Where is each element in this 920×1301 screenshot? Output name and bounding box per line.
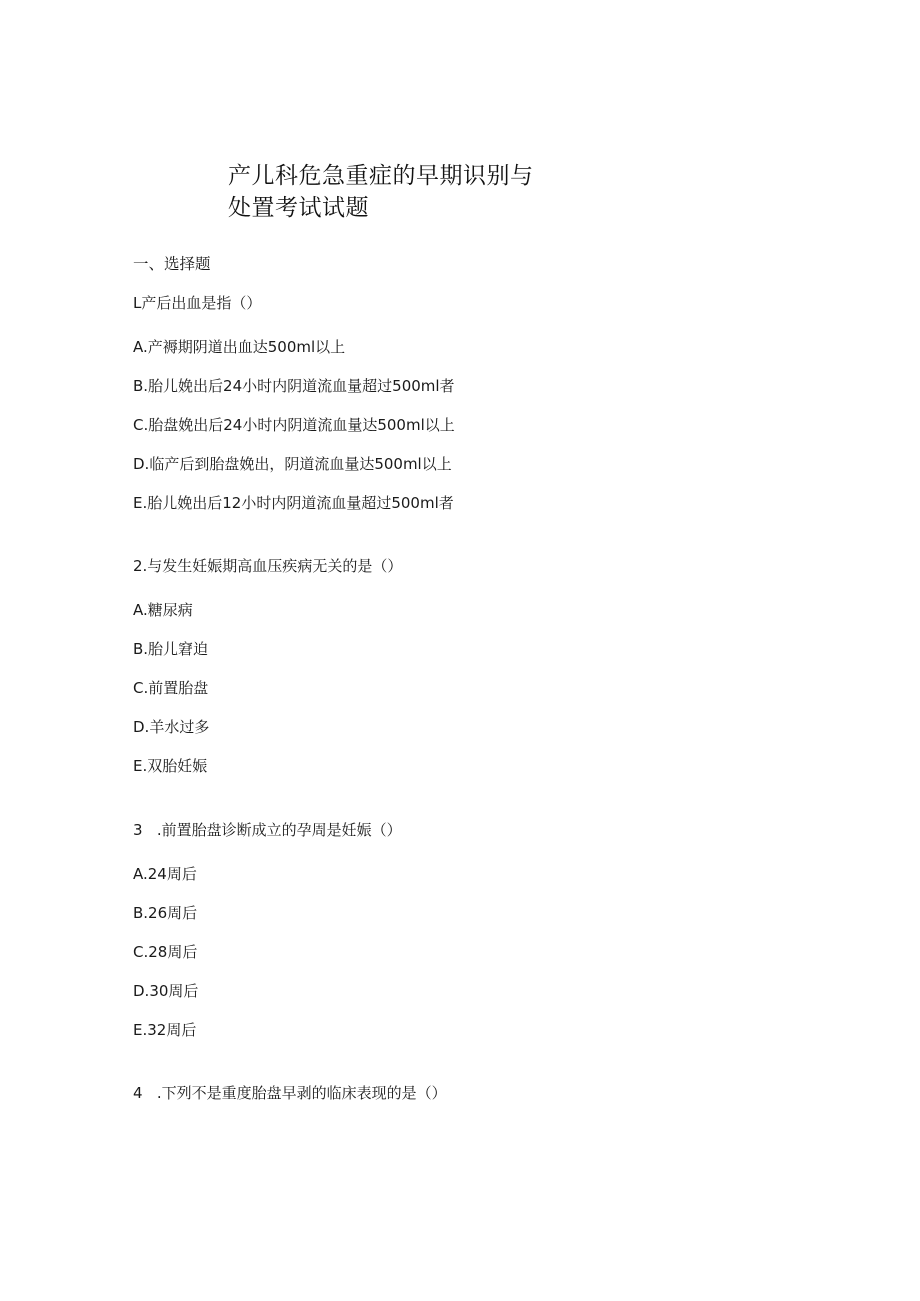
question-1-option-e: E.胎儿娩出后12小时内阴道流血量超过500ml者 bbox=[133, 494, 454, 512]
document-title bbox=[228, 160, 568, 224]
question-3-option-d: D.30周后 bbox=[133, 982, 199, 1000]
question-3-option-a: A.24周后 bbox=[133, 865, 197, 883]
question-3-option-e: E.32周后 bbox=[133, 1021, 197, 1039]
question-1-option-c: C.胎盘娩出后24小时内阴道流血量达500ml以上 bbox=[133, 416, 455, 434]
question-3-option-c: C.28周后 bbox=[133, 943, 198, 961]
question-2-option-d: D.羊水过多 bbox=[133, 718, 210, 736]
question-2-option-e: E.双胎妊娠 bbox=[133, 757, 208, 775]
question-2-option-c: C.前置胎盘 bbox=[133, 679, 209, 697]
question-1-option-d: D.临产后到胎盘娩出，阴道流血量达500ml以上 bbox=[133, 455, 452, 473]
question-1-option-a: A.产褥期阴道出血达500ml以上 bbox=[133, 338, 346, 356]
question-3-option-b: B.26周后 bbox=[133, 904, 198, 922]
question-2-stem: 2.与发生妊娠期高血压疾病无关的是（） bbox=[133, 557, 403, 575]
question-2-option-a: A.糖尿病 bbox=[133, 601, 193, 619]
title-line-2: 处置考试试题 bbox=[228, 195, 369, 221]
question-1-option-b: B.胎儿娩出后24小时内阴道流血量超过500ml者 bbox=[133, 377, 455, 395]
question-1-stem: L产后出血是指（） bbox=[133, 294, 262, 312]
title-line-1: 产儿科危急重症的早期识别与 bbox=[228, 163, 534, 189]
question-3-stem: 3 .前置胎盘诊断成立的孕周是妊娠（） bbox=[133, 821, 402, 839]
section-heading: 一、选择题 bbox=[133, 255, 211, 273]
question-4-stem: 4 .下列不是重度胎盘早剥的临床表现的是（） bbox=[133, 1084, 447, 1102]
question-2-option-b: B.胎儿窘迫 bbox=[133, 640, 209, 658]
